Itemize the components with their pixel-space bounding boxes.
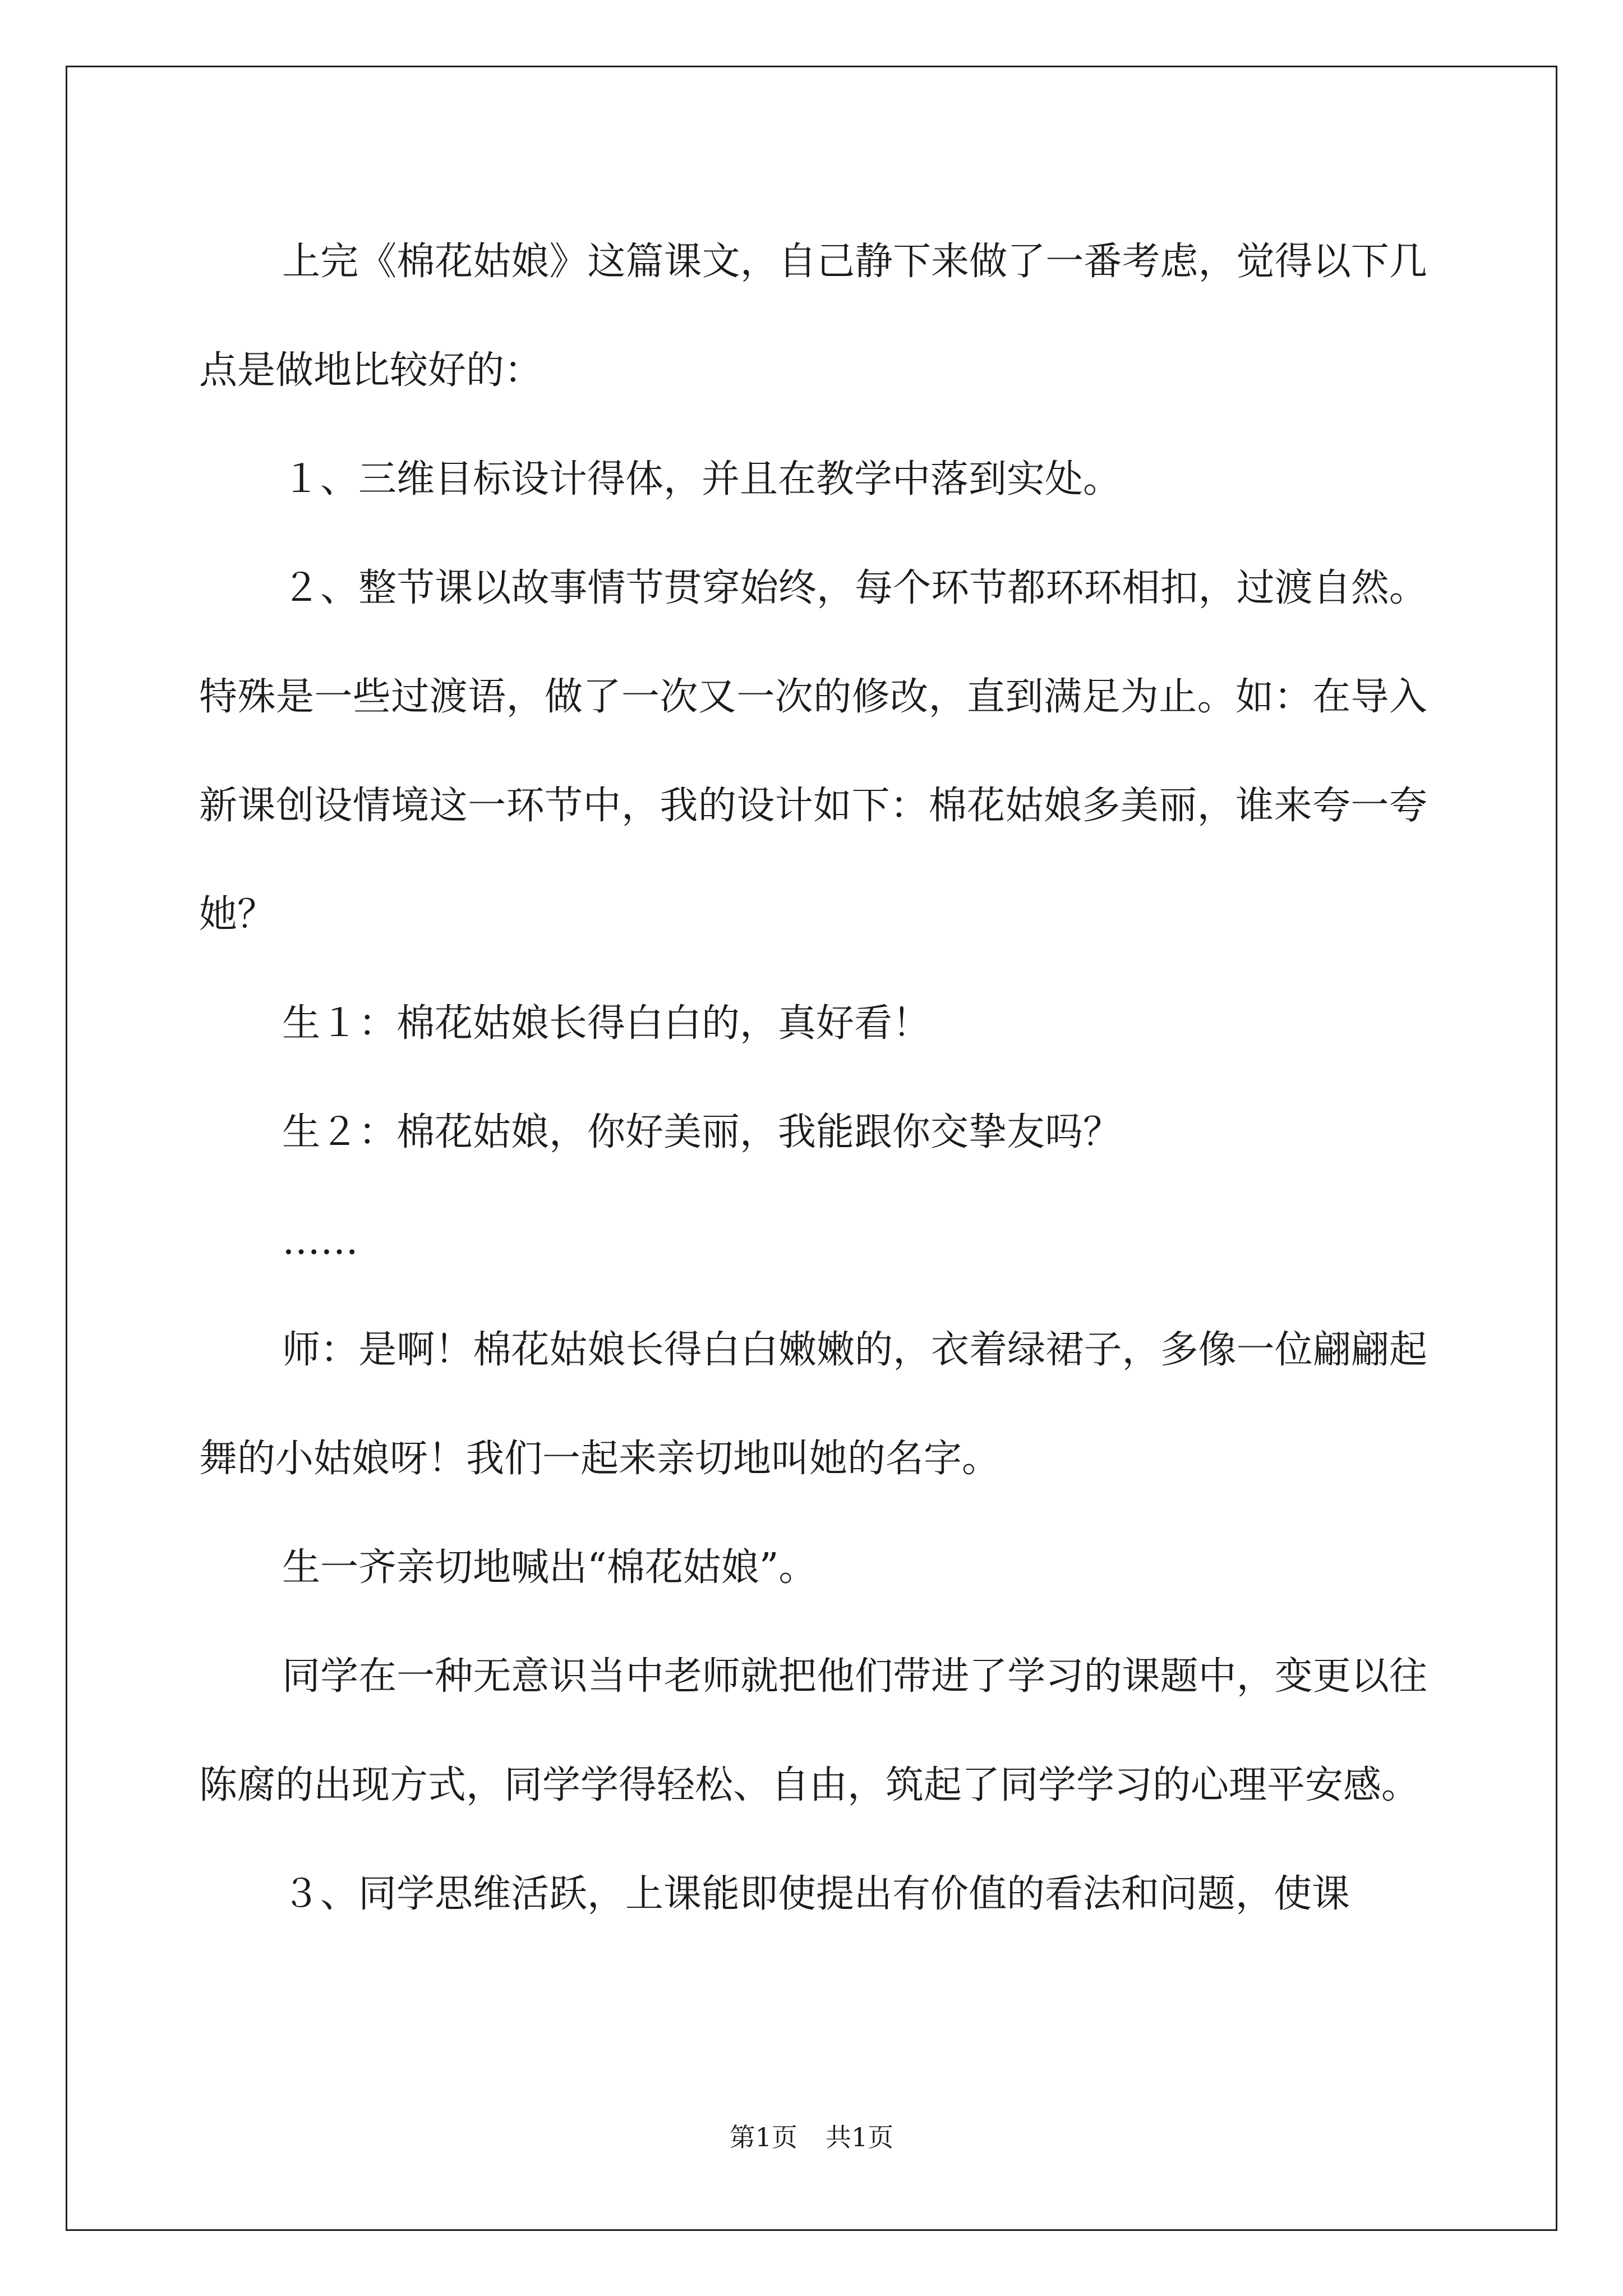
- paragraph-point-2: ２、整节课以故事情节贯穿始终，每个环节都环环相扣，过渡自然。特殊是一些过渡语，做了一次又一次的修改，直到满足为止。如：在导入新课创设情境这一环节中，我的设计如下：棉花姑娘多美丽，谁来夸一夸她？: [199, 566, 1427, 937]
- paragraph-intro: 上完《棉花姑娘》这篇课文，自己静下来做了一番考虑，觉得以下几点是做地比较好的：: [199, 240, 1427, 393]
- paragraph-reflection: 同学在一种无意识当中老师就把他们带进了学习的课题中，变更以往陈腐的出现方式，同学学得轻松、自由，筑起了同学学习的心理平安感。: [199, 1654, 1427, 1807]
- document-body: [199, 208, 1427, 1949]
- page-number: 第1页: [729, 2122, 797, 2152]
- paragraph-student-1: 生１：棉花姑娘长得白白的，真好看！: [282, 1001, 931, 1046]
- page-footer: [0, 2120, 1623, 2154]
- paragraph-teacher: 师：是啊！棉花姑娘长得白白嫩嫩的，衣着绿裙子，多像一位翩翩起舞的小姑娘呀！我们一起来亲切地叫她的名字。: [199, 1328, 1427, 1481]
- paragraph-student-2: 生２：棉花姑娘，你好美丽，我能跟你交挚友吗？: [282, 1110, 1122, 1154]
- paragraph-point-3: ３、同学思维活跃，上课能即使提出有价值的看法和问题，使课: [282, 1872, 1350, 1916]
- paragraph-point-1: １、三维目标设计得体，并且在教学中落到实处。: [282, 457, 1122, 501]
- page-total: 共1页: [826, 2122, 894, 2152]
- paragraph-students-together: 生一齐亲切地喊出“棉花姑娘”。: [282, 1545, 817, 1590]
- paragraph-ellipsis: ……: [282, 1219, 358, 1263]
